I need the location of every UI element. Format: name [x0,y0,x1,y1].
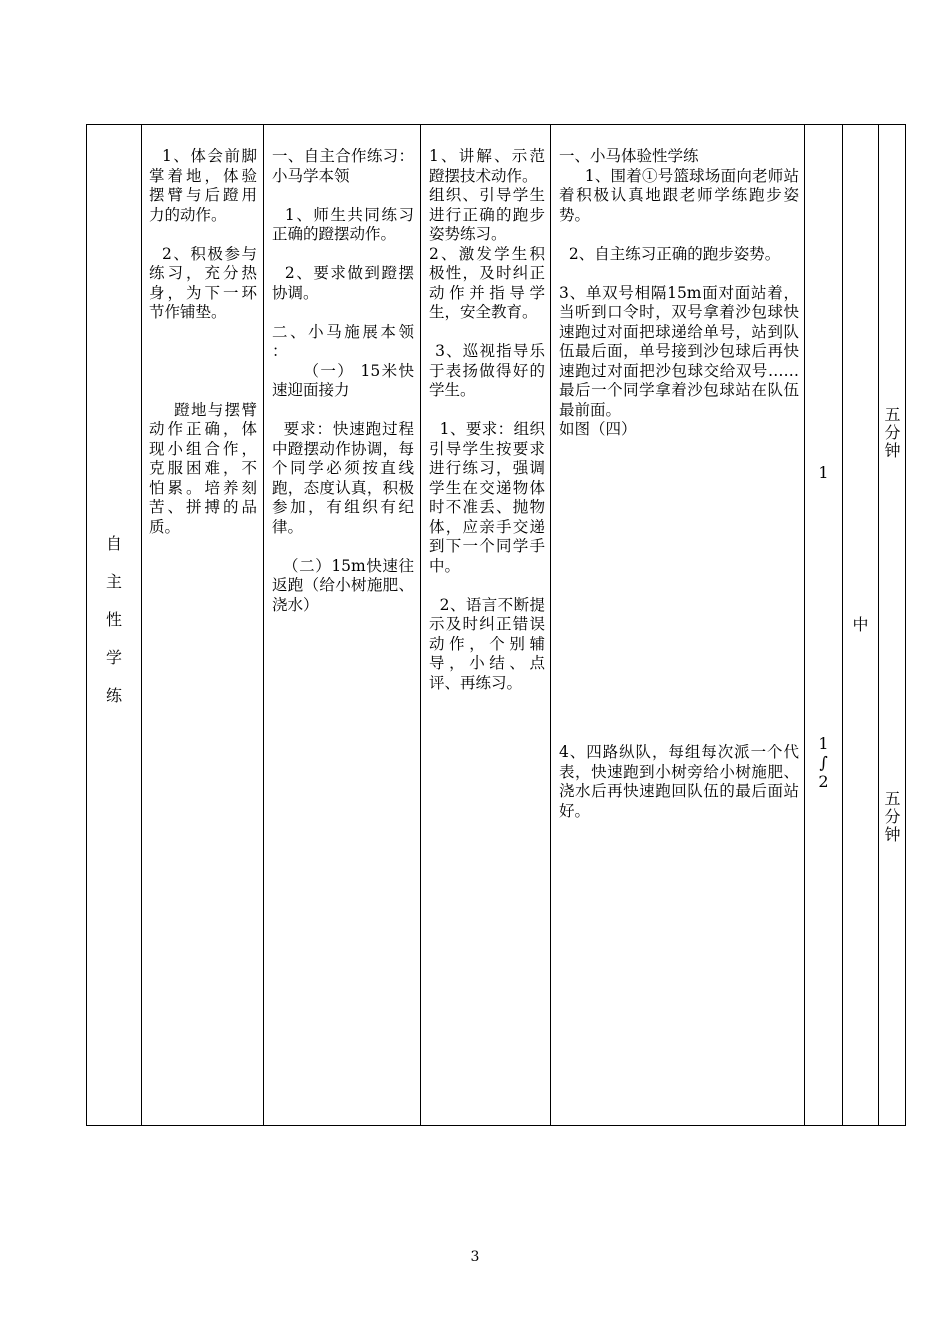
page-number: 3 [470,1249,480,1265]
student-activity-cell-2: 4、四路纵队，每组每次派一个代表，快速跑到小树旁给小树施肥、浇水后再快速跑回队伍的最后面站好。 [559,743,799,820]
goals-cell: 1、体会前脚掌着地，体验摆臂与后蹬用力的动作。 2、积极参与练习，充分热身，为下一环节作铺垫。 蹬地与摆臂动作正确，体现小组合作，克服困难，不怕累。培养刻苦、拼搏的品质。 [149,147,257,536]
student-activity-cell: 一、小马体验性学练 1、围着①号篮球场面向老师站着积极认真地跟老师学练跑步姿势。 2、自主练习正确的跑步姿势。 3、单双号相隔15m面对面站着，当听到口令时，双号拿着沙包球快速跑过对面把球递给单号，站到队伍最后面，单号接到沙包球后再快速跑过对面把沙包球交给双号……最后一个同学拿着沙包球站在队伍最前面。 如图（四） [559,147,799,438]
lesson-plan-table [86,124,906,1126]
teacher-method-cell: 1、讲解、示范蹬摆技术动作。 组织、引导学生进行正确的跑步姿势练习。 2、激发学生积极性，及时纠正动作并指导学生，安全教育。 3、巡视指导乐于表扬做得好的学生。 1、要求：组织引导学生按要求进行练习，强调学生在交递物体时不准丢、抛物体，应亲手交递到下一个同学手中。 2、语言不断提示及时纠正错误动作，个别辅导，小结、点评、再练习。 [429,147,545,692]
content-cell: 一、自主合作练习：小马学本领 1、师生共同练习正确的蹬摆动作。 2、要求做到蹬摆协调。 二、小马施展本领 ： （一） 15米快速迎面接力 要求：快速跑过程中蹬摆动作协调，每个同学必须按直线跑，态度认真，积极参加，有组织有纪律。 （二）15m快速往返跑（给小树施肥、浇水） [272,147,415,614]
section-label: 自 主 性 学 练 [105,534,122,705]
column-divider [141,125,142,1125]
time-value: 五 分 钟 [884,405,901,460]
count-value: 1 [818,463,829,482]
intensity-value: 中 [852,615,869,634]
column-divider [420,125,421,1125]
column-divider [878,125,879,1125]
time-value: 五 分 钟 [884,789,901,844]
column-divider [550,125,551,1125]
column-divider [263,125,264,1125]
column-divider [804,125,805,1125]
count-range: 1 ∫ 2 [818,734,829,791]
